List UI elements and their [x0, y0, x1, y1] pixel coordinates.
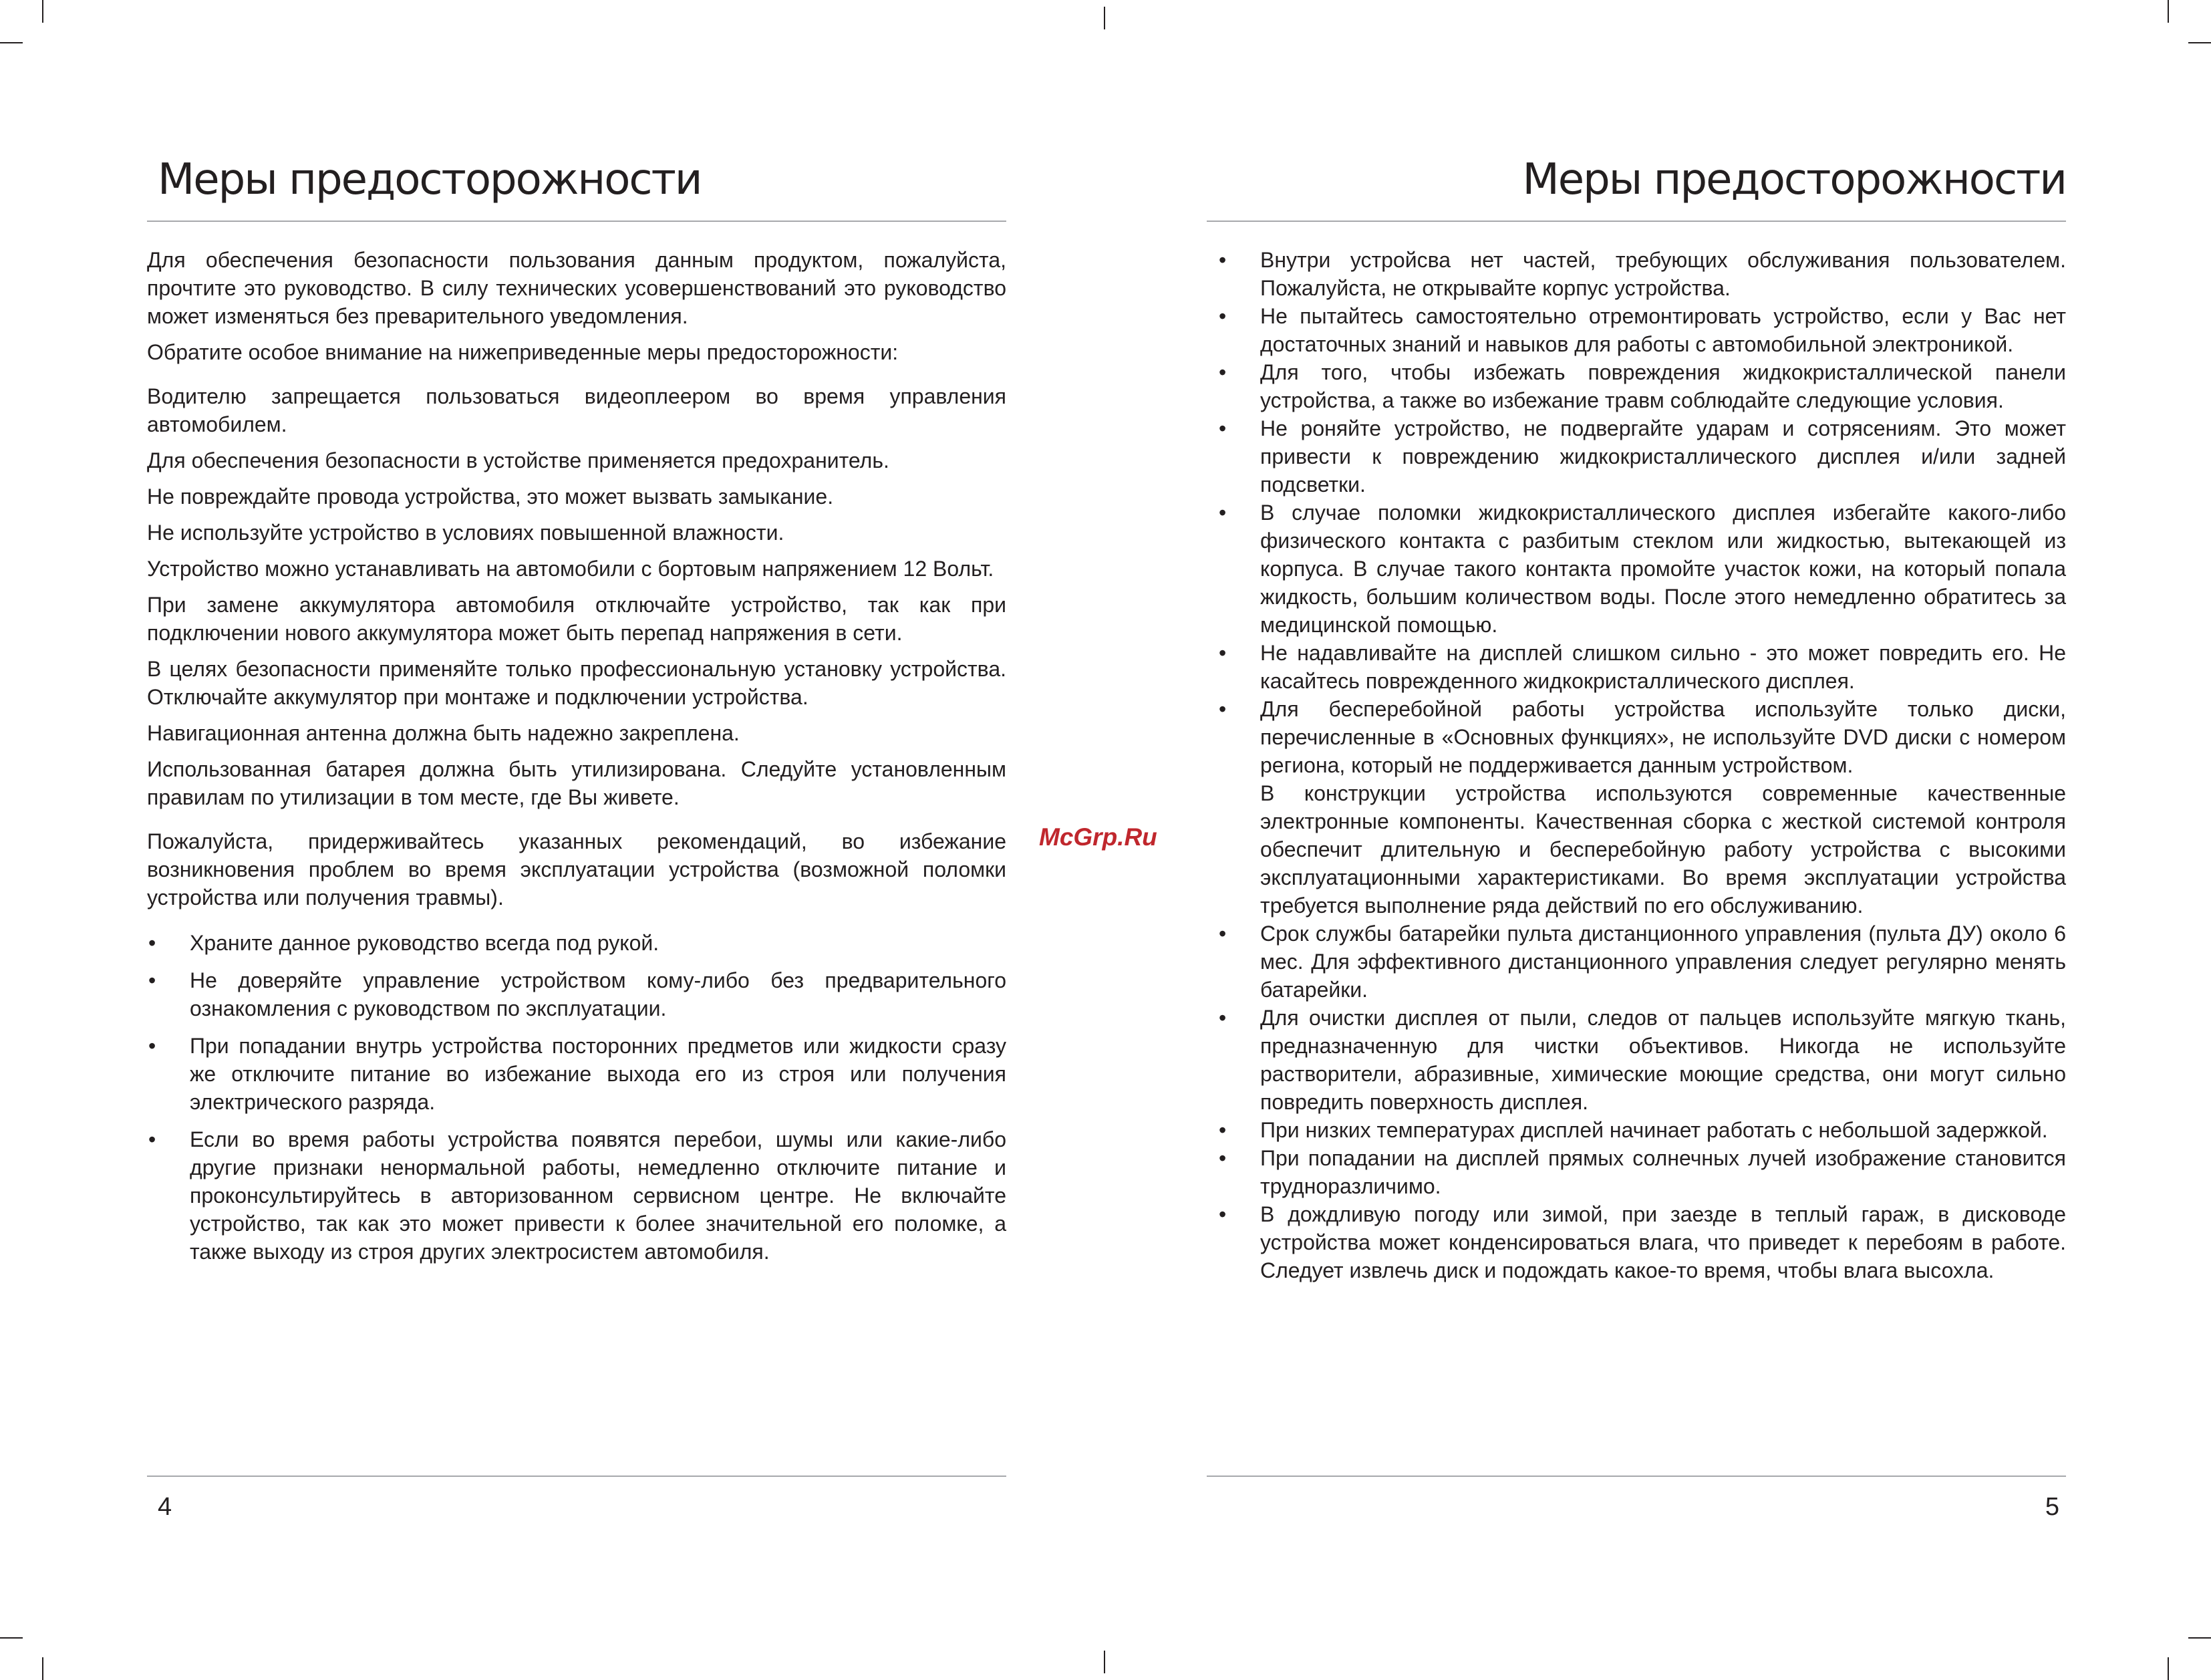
rule-paragraph: При замене аккумулятора автомобиля отключайте устройство, так как при подключении нового аккумулятора может быть перепад напряжения в сети. — [147, 593, 1006, 645]
list-item-text: Для того, чтобы избежать повреждения жидкокристаллической панели устройства, а также во избежание травм соблюдайте следующие условия. — [1260, 360, 2066, 412]
list-item — [1217, 1144, 2066, 1200]
list-item-text: Не надавливайте на дисплей слишком сильно - это может повредить его. Не касайтесь поврежденного жидкокристаллического дисплея. — [1260, 641, 2066, 693]
list-item — [1217, 1116, 2066, 1144]
bullet-icon: • — [148, 968, 156, 992]
crop-mark — [2168, 0, 2169, 23]
bullet-list — [1217, 246, 2066, 1284]
crop-mark — [1104, 7, 1105, 29]
bullet-icon: • — [1219, 360, 1227, 384]
bullet-icon: • — [1219, 641, 1227, 665]
page-number: 5 — [2045, 1493, 2059, 1521]
bullet-icon: • — [1219, 248, 1227, 272]
list-item — [147, 1032, 1006, 1116]
rule-paragraph: Не повреждайте провода устройства, это может вызвать замыкание. — [147, 484, 834, 509]
bullet-list — [147, 929, 1006, 1266]
bullet-icon: • — [1219, 304, 1227, 328]
list-item-text: В дождливую погоду или зимой, при заезде в теплый гараж, в дисководе устройства может конденсироваться влага, что приведет к перебоям в работе. Следует извлечь диск и подождать какое-то время, чтобы влага высохла. — [1260, 1202, 2066, 1282]
bullet-icon: • — [1219, 1118, 1227, 1142]
list-item — [1217, 246, 2066, 302]
page-body — [1217, 246, 2066, 1284]
list-item — [1217, 920, 2066, 1004]
crop-mark — [2168, 1657, 2169, 1680]
list-item — [1217, 302, 2066, 358]
list-item-text: Не роняйте устройство, не подвергайте ударам и сотрясениям. Это может привести к повреждению жидкокристаллического дисплея и/или задней подсветки. — [1260, 416, 2066, 497]
bullet-icon: • — [148, 1034, 156, 1058]
list-item-text: Не доверяйте управление устройством кому-либо без предварительного ознакомления с руководством по эксплуатации. — [190, 968, 1006, 1020]
list-item-extra-text: В конструкции устройства используются современные качественные электронные компоненты. Качественная сборка с жесткой системой контроля обеспечит длительную и бесперебойную работу устройства с высокими эксплуатационными характеристиками. Во время эксплуатации устройства требуется выполнение ряда действий по его обслуживанию. — [1260, 781, 2066, 918]
footer-divider — [1207, 1476, 2066, 1477]
intro-paragraph: Обратите особое внимание на нижеприведенные меры предосторожности: — [147, 340, 899, 364]
bullet-icon: • — [1219, 1202, 1227, 1226]
list-item-text: Срок службы батарейки пульта дистанционного управления (пульта ДУ) около 6 мес. Для эффективного дистанционного управления следует регулярно менять батарейки. — [1260, 922, 2066, 1002]
bullet-icon: • — [1219, 1146, 1227, 1170]
rule-paragraph: Устройство можно устанавливать на автомобили с бортовым напряжением 12 Вольт. — [147, 557, 994, 581]
list-item — [1217, 1200, 2066, 1284]
bullet-icon: • — [148, 1127, 156, 1151]
list-item-text: Внутри устройсва нет частей, требующих обслуживания пользователем. Пожалуйста, не открывайте корпус устройства. — [1260, 248, 2066, 300]
crop-mark — [42, 0, 43, 23]
rule-paragraph: Водителю запрещается пользоваться видеоплеером во время управления автомобилем. — [147, 384, 1006, 436]
recommendation-paragraph: Пожалуйста, придерживайтесь указанных рекомендаций, во избежание возникновения проблем во время эксплуатации устройства (возможной поломки устройства или получения травмы). — [147, 829, 1006, 909]
rule-paragraph: Использованная батарея должна быть утилизирована. Следуйте установленным правилам по утилизации в том месте, где Вы живете. — [147, 757, 1006, 809]
rule-paragraph: В целях безопасности применяйте только профессиональную установку устройства. Отключайте аккумулятор при монтаже и подключении устройства. — [147, 657, 1006, 709]
crop-mark — [42, 1657, 43, 1680]
list-item — [1217, 499, 2066, 639]
page-title: Меры предосторожности — [1522, 155, 2066, 204]
list-item — [147, 1125, 1006, 1266]
list-item — [1217, 414, 2066, 499]
footer-divider — [147, 1476, 1006, 1477]
list-item — [147, 929, 1006, 957]
list-item-text: При попадании внутрь устройства посторонних предметов или жидкости сразу же отключите питание во избежание выхода его из строя или получения электрического разряда. — [190, 1034, 1006, 1114]
list-item-text: Если во время работы устройства появятся перебои, шумы или какие-либо другие признаки ненормальной работы, немедленно отключите питание и проконсультируйтесь в авторизованном сервисном центре. Не включайте устройство, так как это может привести к более значительной его поломке, а также выходу из строя других электросистем автомобиля. — [190, 1127, 1006, 1264]
crop-mark — [1104, 1651, 1105, 1673]
list-item-text: Храните данное руководство всегда под рукой. — [190, 931, 659, 955]
crop-mark — [2188, 1637, 2211, 1639]
watermark: McGrp.Ru — [1039, 823, 1157, 851]
list-item-text: Не пытайтесь самостоятельно отремонтировать устройство, если у Вас нет достаточных знаний и навыков для работы с автомобильной электроникой. — [1260, 304, 2066, 356]
right-page — [1207, 0, 2066, 1680]
bullet-icon: • — [1219, 1006, 1227, 1030]
left-page — [147, 0, 1006, 1680]
crop-mark — [0, 42, 23, 43]
crop-mark — [0, 1637, 23, 1639]
list-item — [1217, 639, 2066, 695]
list-item — [1217, 358, 2066, 414]
page-body — [147, 246, 1006, 1275]
bullet-icon: • — [148, 931, 156, 955]
list-item-text: Для бесперебойной работы устройства используйте только диски, перечисленные в «Основных функциях», не используйте DVD диски с номером региона, который не поддерживается данным устройством. — [1260, 697, 2066, 777]
bullet-icon: • — [1219, 416, 1227, 440]
page-title: Меры предосторожности — [158, 155, 702, 204]
list-item — [1217, 1004, 2066, 1116]
header-divider — [147, 221, 1006, 222]
header-divider — [1207, 221, 2066, 222]
bullet-icon: • — [1219, 922, 1227, 946]
list-item-text: Для очистки дисплея от пыли, следов от пальцев используйте мягкую ткань, предназначенную для чистки объективов. Никогда не используйте растворители, абразивные, химические моющие средства, они могут сильно повредить поверхность дисплея. — [1260, 1006, 2066, 1114]
rule-paragraph: Для обеспечения безопасности в устойстве применяется предохранитель. — [147, 448, 889, 472]
crop-mark — [2188, 42, 2211, 43]
rule-paragraph: Навигационная антенна должна быть надежно закреплена. — [147, 721, 740, 745]
list-item — [1217, 695, 2066, 920]
page-number: 4 — [158, 1493, 172, 1521]
list-item-text: При низких температурах дисплей начинает работать с небольшой задержкой. — [1260, 1118, 2048, 1142]
bullet-icon: • — [1219, 697, 1227, 721]
list-item-text: В случае поломки жидкокристаллического дисплея избегайте какого-либо физического контакта с разбитым стеклом или жидкостью, вытекающей из корпуса. В случае такого контакта промойте участок кожи, на который попала жидкость, большим количеством воды. После этого немедленно обратитесь за медицинской помощью. — [1260, 501, 2066, 637]
rule-paragraph: Не используйте устройство в условиях повышенной влажности. — [147, 521, 784, 545]
intro-paragraph: Для обеспечения безопасности пользования данным продуктом, пожалуйста, прочтите это руководство. В силу технических усовершенствований это руководство может изменяться без преварительного уведомления. — [147, 248, 1006, 328]
list-item-text: При попадании на дисплей прямых солнечных лучей изображение становится трудноразличимо. — [1260, 1146, 2066, 1198]
list-item — [147, 966, 1006, 1022]
bullet-icon: • — [1219, 501, 1227, 525]
